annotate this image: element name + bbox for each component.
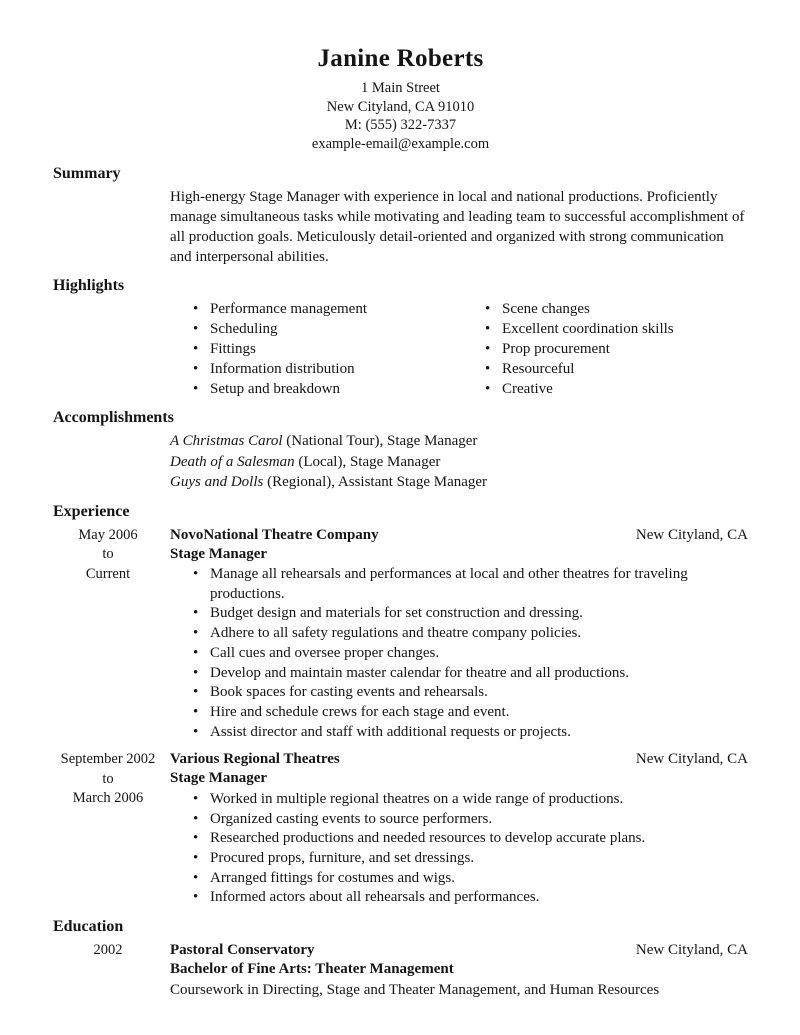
job-entry	[60, 749, 748, 908]
job-date-end: March 2006	[72, 790, 144, 807]
job-title: Stage Manager	[170, 770, 268, 787]
job-bullet	[170, 723, 748, 743]
bullet-icon: •	[193, 810, 199, 827]
bullet-icon: •	[485, 321, 491, 337]
production-title: A Christmas Carol	[170, 433, 283, 449]
summary-body	[170, 187, 748, 267]
production-detail: (Local), Stage Manager	[294, 453, 441, 470]
production-detail: (Regional), Assistant Stage Manager	[263, 474, 488, 490]
school-location: New Cityland, CA	[635, 942, 748, 959]
highlights-column-right	[462, 299, 748, 399]
experience-section	[53, 502, 748, 909]
bullet-icon: •	[485, 301, 491, 317]
candidate-name: Janine Roberts	[317, 45, 484, 72]
coursework-text: Coursework in Directing, Stage and Theater Management, and Human Resources	[170, 981, 660, 998]
bullet-icon: •	[193, 703, 199, 720]
phone-number: M: (555) 322-7337	[344, 117, 457, 133]
resume-header	[53, 44, 748, 153]
job-bullet-text: Worked in multiple regional theatres on a wide range of productions.	[210, 790, 624, 807]
bullet-icon: •	[193, 644, 199, 661]
job-bullet	[170, 624, 748, 644]
job-bullet-text: Researched productions and needed resources to develop accurate plans.	[210, 830, 646, 847]
job-bullet-text: Hire and schedule crews for each stage and event.	[210, 703, 510, 720]
bullet-icon: •	[193, 790, 199, 807]
job-bullet	[170, 869, 748, 889]
highlight-label: Information distribution	[210, 361, 355, 377]
job-date-start: May 2006	[78, 526, 138, 543]
job-date-start: September 2002	[60, 751, 156, 768]
job-bullet-text: Budget design and materials for set construction and dressing.	[210, 605, 583, 622]
job-date-separator: to	[102, 546, 114, 562]
education-heading: Education	[53, 918, 124, 936]
summary-text: High-energy Stage Manager with experience in local and national productions. Proficiently manage simultaneous tasks while motivating and leading team to successful accomplishment of all production goals. Meticulously detail-oriented and organized with strong communication and interpersonal abilities.	[170, 189, 745, 265]
job-bullet-text: Develop and maintain master calendar for theatre and all productions.	[210, 664, 630, 681]
highlights-section	[53, 276, 748, 399]
highlights-column-left	[170, 299, 462, 399]
job-bullet	[170, 664, 748, 684]
job-header-row	[170, 525, 748, 545]
highlight-label: Prop procurement	[502, 341, 610, 357]
highlight-item	[462, 299, 748, 319]
highlights-heading: Highlights	[53, 277, 125, 294]
bullet-icon: •	[193, 361, 199, 377]
job-bullet	[170, 829, 748, 849]
accomplishments-section	[53, 408, 748, 493]
highlight-label: Scene changes	[502, 301, 590, 317]
job-location: New Cityland, CA	[635, 751, 748, 768]
job-bullet-text: Informed actors about all rehearsals and performances.	[210, 889, 540, 906]
accomplishment-item	[170, 431, 748, 452]
company-name: Various Regional Theatres	[170, 751, 340, 768]
highlight-item	[170, 379, 462, 399]
highlight-item	[170, 359, 462, 379]
bullet-icon: •	[193, 869, 199, 886]
highlight-item	[462, 359, 748, 379]
job-bullet-text: Book spaces for casting events and rehearsals.	[210, 684, 488, 701]
company-name: NovoNational Theatre Company	[170, 526, 379, 543]
job-date-end: Current	[85, 565, 131, 582]
highlight-label: Performance management	[210, 301, 368, 317]
highlight-label: Setup and breakdown	[210, 381, 340, 397]
job-bullet-text: Manage all rehearsals and performances at local and other theatres for traveling productions.	[210, 566, 688, 602]
bullet-icon: •	[193, 381, 199, 397]
job-bullet-text: Assist director and staff with additional requests or projects.	[210, 723, 571, 740]
highlight-label: Fittings	[210, 341, 256, 357]
highlight-label: Scheduling	[210, 321, 278, 337]
bullet-icon: •	[193, 684, 199, 701]
bullet-icon: •	[193, 664, 199, 681]
bullet-icon: •	[485, 341, 491, 357]
job-header-row	[170, 749, 748, 769]
highlight-item	[462, 339, 748, 359]
bullet-icon: •	[193, 889, 199, 906]
education-section	[53, 917, 748, 1000]
job-location: New Cityland, CA	[635, 526, 748, 543]
job-bullet	[170, 790, 748, 810]
job-dates	[55, 526, 161, 585]
summary-heading: Summary	[53, 165, 121, 182]
accomplishments-heading: Accomplishments	[53, 409, 174, 426]
education-entry	[93, 940, 748, 1000]
accomplishment-item	[170, 472, 748, 493]
job-date-separator: to	[102, 770, 114, 787]
bullet-icon: •	[193, 605, 199, 622]
production-title: Death of a Salesman	[170, 453, 295, 470]
job-bullet	[170, 565, 748, 604]
job-bullet-text: Adhere to all safety regulations and theatre company policies.	[210, 625, 582, 642]
job-bullet	[170, 644, 748, 664]
job-bullet-list	[170, 790, 748, 908]
job-bullet	[170, 888, 748, 908]
degree-title: Bachelor of Fine Arts: Theater Management	[170, 961, 454, 978]
job-bullet-text: Arranged fittings for costumes and wigs.	[210, 869, 455, 886]
job-bullet	[170, 849, 748, 869]
experience-heading: Experience	[53, 502, 130, 520]
address-city: New Cityland, CA 91010	[326, 98, 475, 115]
highlight-item	[462, 379, 748, 399]
bullet-icon: •	[193, 723, 199, 740]
job-bullet	[170, 810, 748, 830]
bullet-icon: •	[193, 301, 199, 317]
accomplishments-body	[170, 431, 748, 493]
bullet-icon: •	[193, 321, 199, 337]
bullet-icon: •	[193, 625, 199, 642]
education-header-row	[170, 940, 748, 960]
highlights-columns	[170, 299, 748, 399]
job-entry	[78, 525, 748, 743]
highlight-label: Creative	[502, 381, 553, 397]
job-title: Stage Manager	[170, 545, 268, 562]
graduation-year: 2002	[93, 942, 123, 959]
bullet-icon: •	[485, 381, 491, 397]
highlight-item	[170, 339, 462, 359]
job-bullet	[170, 683, 748, 703]
highlight-item	[170, 299, 462, 319]
address-street: 1 Main Street	[361, 80, 440, 96]
education-dates	[55, 941, 161, 961]
job-bullet	[170, 703, 748, 723]
highlight-label: Resourceful	[502, 361, 575, 377]
job-dates	[55, 750, 161, 809]
job-bullet-text: Call cues and oversee proper changes.	[210, 644, 440, 661]
job-bullet	[170, 604, 748, 624]
bullet-icon: •	[485, 361, 491, 377]
production-title: Guys and Dolls	[170, 474, 264, 490]
highlight-item	[170, 319, 462, 339]
school-name: Pastoral Conservatory	[170, 942, 315, 959]
bullet-icon: •	[193, 566, 199, 582]
bullet-icon: •	[193, 830, 199, 847]
bullet-icon: •	[193, 849, 199, 866]
highlight-item	[462, 319, 748, 339]
highlight-label: Excellent coordination skills	[502, 321, 674, 337]
job-bullet-list	[170, 565, 748, 742]
bullet-icon: •	[193, 341, 199, 357]
summary-section	[53, 164, 748, 267]
job-bullet-text: Organized casting events to source performers.	[210, 810, 493, 827]
email-address: example-email@example.com	[311, 135, 490, 152]
job-bullet-text: Procured props, furniture, and set dressings.	[210, 849, 475, 866]
production-detail: (National Tour), Stage Manager	[282, 433, 478, 449]
accomplishment-item	[170, 452, 748, 473]
